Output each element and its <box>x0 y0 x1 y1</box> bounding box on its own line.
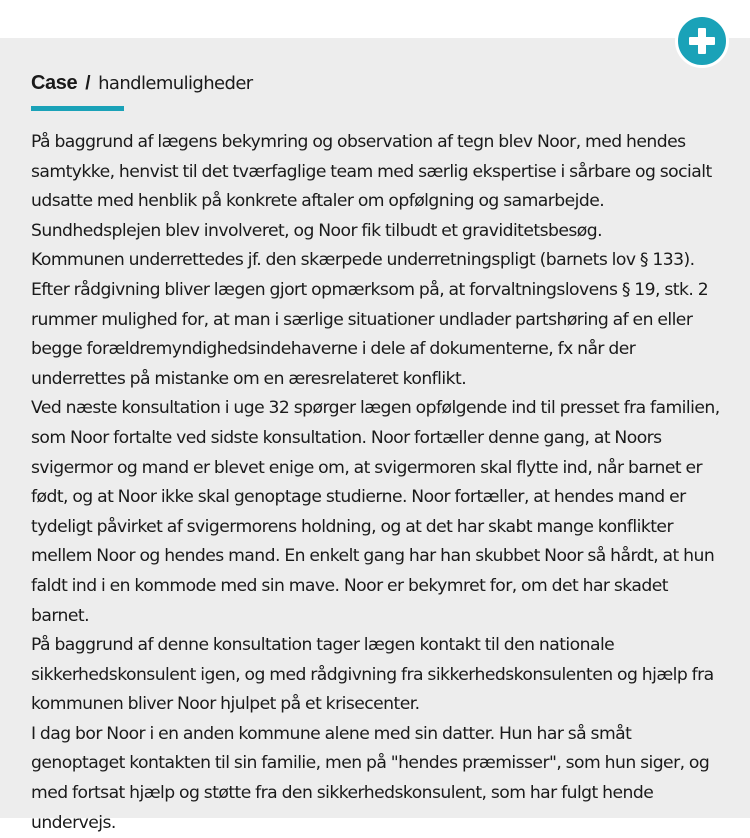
paragraph-2: Kommunen underrettedes jf. den skærpede underretningspligt (barnets lov § 133). Efter rådgivning bliver lægen gjort opmærksom på, at forvaltningslovens § 19, stk. 2 rummer mulighed for, at man i særlige situationer undlader partshøring af en eller begge forældremyndighedsindehaverne i dele af dokumenterne, fx når der underrettes på mistanke om en æresrelateret konflikt. <box>31 250 709 389</box>
paragraph-5: I dag bor Noor i en anden kommune alene med sin datter. Hun har så småt genoptaget kontakten til sin familie, men på "hendes præmisser", som hun siger, og med fortsat hjælp og støtte fra den sikkerhedskonsulent, som har fulgt hende undervejs. <box>31 723 710 833</box>
case-topic: handlemuligheder <box>98 73 253 94</box>
paragraph-3: Ved næste konsultation i uge 32 spørger lægen opfølgende ind til presset fra familien, som Noor fortalte ved sidste konsultation. Noor fortæller denne gang, at Noors svigermor og mand er blevet enige om, at svigermoren skal flytte ind, når barnet er født, og at Noor ikke skal genoptage studierne. Noor fortæller, at hendes mand er tydeligt påvirket af svigermorens holdning, og at det har skabt mange konflikter mellem Noor og hendes mand. En enkelt gang har han skubbet Noor så hårdt, at hun faldt ind i en kommode med sin mave. Noor er bekymret for, om det har skadet barnet. <box>31 398 720 626</box>
case-header <box>31 71 253 95</box>
header-separator: / <box>85 73 91 94</box>
header-underline <box>31 106 124 111</box>
paragraph-1: På baggrund af lægens bekymring og observation af tegn blev Noor, med hendes samtykke, henvist til det tværfaglige team med særlig ekspertise i sårbare og socialt udsatte med henblik på konkrete aftaler om opfølgning og samarbejde. Sundhedsplejen blev involveret, og Noor fik tilbudt et graviditetsbesøg. <box>31 132 712 241</box>
case-label: Case <box>31 72 78 94</box>
plus-icon <box>675 14 729 68</box>
plus-icon-vertical-bar <box>698 28 706 54</box>
case-body <box>31 128 723 838</box>
paragraph-4: På baggrund af denne konsultation tager lægen kontakt til den nationale sikkerhedskonsulent igen, og med rådgivning fra sikkerhedskonsulenten og hjælp fra kommunen bliver Noor hjulpet på et krisecenter. <box>31 635 714 715</box>
